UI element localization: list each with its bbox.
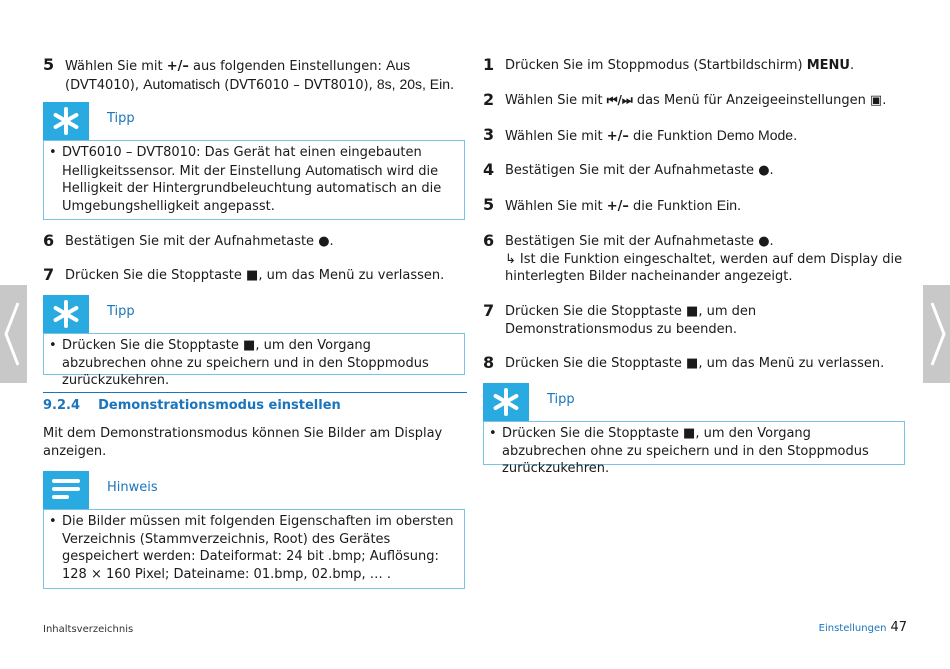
plus-minus-key: +/– [606,129,629,144]
plus-minus-key: +/– [606,199,629,214]
step-number: 1 [483,55,495,74]
asterisk-icon [43,295,89,333]
chevron-right-icon [923,285,950,383]
step-5-right: 5 Wählen Sie mit +/– die Funktion Ein. [483,195,742,214]
tip-body: • Drücken Sie die Stopptaste ■, um den Vorgang abzubrechen ohne zu speichern und in den Stoppmodus zurückzukehren. [483,421,905,465]
step-7-left: 7 Drücken Sie die Stopptaste ■, um das Menü zu verlassen. [43,265,445,284]
note-body: • Die Bilder müssen mit folgenden Eigenschaften im obersten Verzeichnis (Stammverzeichnis, Root) des Gerätes gespeichert werden: Dateiformat: 24 bit .bmp; Auflösung: 128 × 160 Pixel; Dateiname: 01.bmp, 02.bmp, … . [43,509,465,589]
step-number: 5 [483,195,495,214]
tip-label: Tipp [107,304,135,319]
step-6-right: 6 Bestätigen Sie mit der Aufnahmetaste ●. ↳ Ist die Funktion eingeschaltet, werden auf dem Display die hinterlegten Bilder nacheinander angezeigt. [483,231,903,284]
tip-body: • Drücken Sie die Stopptaste ■, um den Vorgang abzubrechen ohne zu speichern und in den Stoppmodus zurückzukehren. [43,333,465,375]
step-8-right: 8 Drücken Sie die Stopptaste ■, um das Menü zu verlassen. [483,353,885,372]
chevron-left-icon [0,285,27,383]
asterisk-icon [43,102,89,140]
step-1-right: 1 Drücken Sie im Stoppmodus (Startbildschirm) MENU. [483,55,855,74]
menu-key: MENU [806,58,850,73]
step-6-left: 6 Bestätigen Sie mit der Aufnahmetaste ●. [43,231,334,250]
section-heading: 9.2.4 Demonstrationsmodus einstellen [43,398,341,413]
step-3-right: 3 Wählen Sie mit +/– die Funktion Demo Mode. [483,125,798,144]
section-divider [43,392,467,393]
step-number: 6 [43,231,55,250]
step-number: 2 [483,90,495,109]
tip-label: Tipp [107,111,135,126]
step-5-left: 5 Wählen Sie mit +/– aus folgenden Einstellungen: Aus (DVT4010), Automatisch (DVT6010 – DVT8010), 8s, 20s, Ein. [43,55,455,93]
step-number: 5 [43,55,55,74]
lines-icon [43,471,89,509]
step-number: 4 [483,160,495,179]
skip-keys-icon: ⏮/⏭ [606,93,633,107]
section-intro: Mit dem Demonstrationsmodus können Sie Bilder am Display anzeigen. [43,426,443,459]
result-arrow-icon: ↳ [505,251,516,267]
section-link[interactable]: Einstellungen [818,623,887,634]
tip-label: Tipp [547,392,575,407]
asterisk-icon [483,383,529,421]
toc-link[interactable]: Inhaltsverzeichnis [43,624,134,635]
footer-section [819,620,907,635]
page-number: 47 [890,620,907,635]
prev-page-button[interactable] [0,285,27,383]
step-number: 6 [483,231,495,250]
tip-body: • DVT6010 – DVT8010: Das Gerät hat einen eingebauten Helligkeitssensor. Mit der Einstellung Automatisch wird die Helligkeit der Hintergrundbeleuchtung automatisch an die Umgebungshelligkeit angepasst. [43,140,465,220]
step-2-right: 2 Wählen Sie mit ⏮/⏭ das Menü für Anzeigeeinstellungen ▣. [483,90,887,109]
step-number: 8 [483,353,495,372]
plus-minus-key: +/– [166,59,189,74]
step-4-right: 4 Bestätigen Sie mit der Aufnahmetaste ●. [483,160,774,179]
step-7-right: 7 Drücken Sie die Stopptaste ■, um den Demonstrationsmodus zu beenden. [483,301,757,337]
step-number: 7 [43,265,55,284]
step-number: 3 [483,125,495,144]
note-label: Hinweis [107,480,158,495]
step-number: 7 [483,301,495,320]
next-page-button[interactable] [923,285,950,383]
